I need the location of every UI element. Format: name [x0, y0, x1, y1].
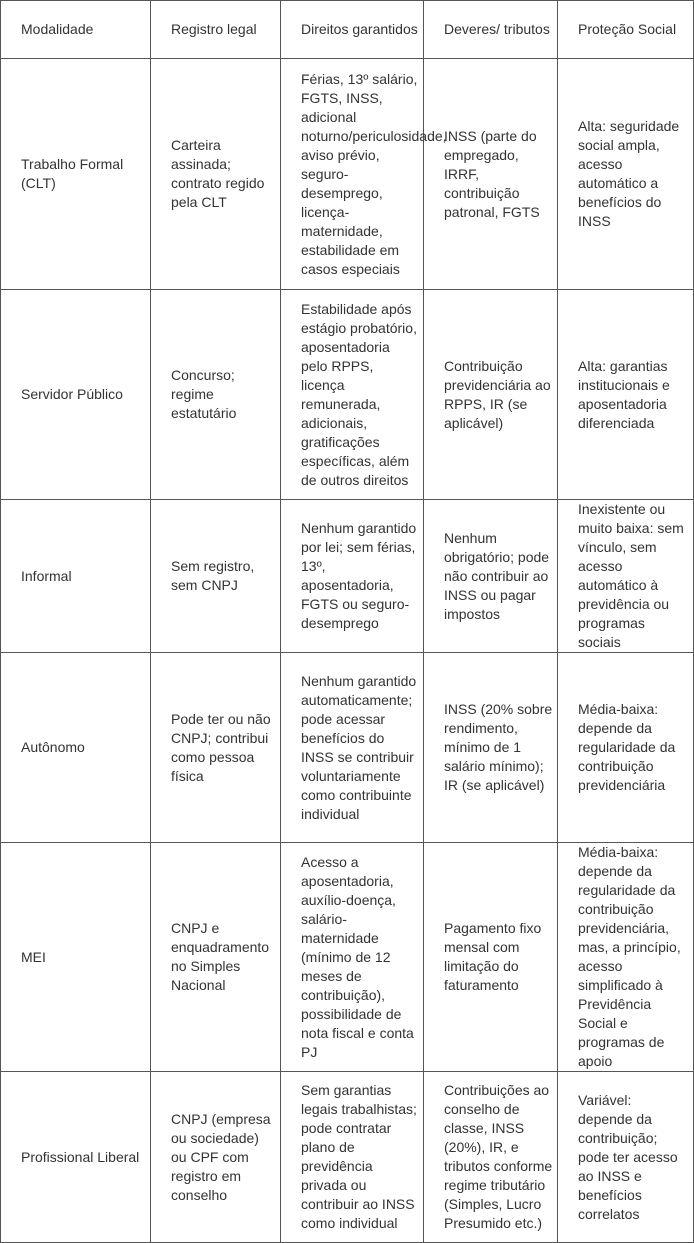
table-row	[1, 500, 694, 653]
cell-modalidade: MEI	[1, 843, 151, 1072]
cell-protecao: Média-baixa: depende da regularidade da contribuição previdenciária, mas, a princípio, acesso simplificado à Previdência Social e programas de apoio	[558, 843, 694, 1072]
cell-protecao: Inexistente ou muito baixa: sem vínculo, sem acesso automático à previdência ou programas sociais	[558, 500, 694, 653]
cell-modalidade: Informal	[1, 500, 151, 653]
table-row	[1, 290, 694, 500]
cell-direitos: Sem garantias legais trabalhistas; pode contratar plano de previdência privada ou contribuir ao INSS como individual	[281, 1072, 424, 1243]
cell-direitos: Nenhum garantido automaticamente; pode acessar benefícios do INSS se contribuir voluntariamente como contribuinte individual	[281, 653, 424, 843]
table-row	[1, 59, 694, 290]
cell-deveres: Nenhum obrigatório; pode não contribuir ao INSS ou pagar impostos	[424, 500, 558, 653]
cell-registro: Sem registro, sem CNPJ	[151, 500, 281, 653]
cell-registro: CNPJ e enquadramento no Simples Nacional	[151, 843, 281, 1072]
table-row	[1, 1072, 694, 1243]
cell-protecao: Alta: garantias institucionais e aposentadoria diferenciada	[558, 290, 694, 500]
header-registro: Registro legal	[151, 1, 281, 59]
cell-deveres: INSS (parte do empregado, IRRF, contribuição patronal, FGTS	[424, 59, 558, 290]
cell-modalidade: Servidor Público	[1, 290, 151, 500]
header-protecao: Proteção Social	[558, 1, 694, 59]
cell-protecao: Variável: depende da contribuição; pode ter acesso ao INSS e benefícios correlatos	[558, 1072, 694, 1243]
cell-protecao: Média-baixa: depende da regularidade da contribuição previdenciária	[558, 653, 694, 843]
cell-registro: Concurso; regime estatutário	[151, 290, 281, 500]
header-deveres: Deveres/ tributos	[424, 1, 558, 59]
cell-modalidade: Trabalho Formal (CLT)	[1, 59, 151, 290]
cell-direitos: Acesso a aposentadoria, auxílio-doença, salário-maternidade (mínimo de 12 meses de contribuição), possibilidade de nota fiscal e conta PJ	[281, 843, 424, 1072]
header-modalidade: Modalidade	[1, 1, 151, 59]
cell-registro: Pode ter ou não CNPJ; contribui como pessoa física	[151, 653, 281, 843]
cell-modalidade: Autônomo	[1, 653, 151, 843]
header-row	[1, 1, 694, 59]
cell-direitos: Estabilidade após estágio probatório, aposentadoria pelo RPPS, licença remunerada, adicionais, gratificações específicas, além de outros direitos	[281, 290, 424, 500]
cell-protecao: Alta: seguridade social ampla, acesso automático a benefícios do INSS	[558, 59, 694, 290]
cell-deveres: INSS (20% sobre rendimento, mínimo de 1 salário mínimo); IR (se aplicável)	[424, 653, 558, 843]
cell-direitos: Férias, 13º salário, FGTS, INSS, adicional noturno/periculosidade, aviso prévio, seguro-desemprego, licença-maternidade, estabilidade em casos especiais	[281, 59, 424, 290]
cell-registro: Carteira assinada; contrato regido pela CLT	[151, 59, 281, 290]
cell-deveres: Contribuições ao conselho de classe, INSS (20%), IR, e tributos conforme regime tributário (Simples, Lucro Presumido etc.)	[424, 1072, 558, 1243]
cell-modalidade: Profissional Liberal	[1, 1072, 151, 1243]
table-row	[1, 653, 694, 843]
table-row	[1, 843, 694, 1072]
cell-deveres: Pagamento fixo mensal com limitação do faturamento	[424, 843, 558, 1072]
header-direitos: Direitos garantidos	[281, 1, 424, 59]
cell-registro: CNPJ (empresa ou sociedade) ou CPF com registro em conselho	[151, 1072, 281, 1243]
cell-deveres: Contribuição previdenciária ao RPPS, IR (se aplicável)	[424, 290, 558, 500]
cell-direitos: Nenhum garantido por lei; sem férias, 13º, aposentadoria, FGTS ou seguro-desemprego	[281, 500, 424, 653]
